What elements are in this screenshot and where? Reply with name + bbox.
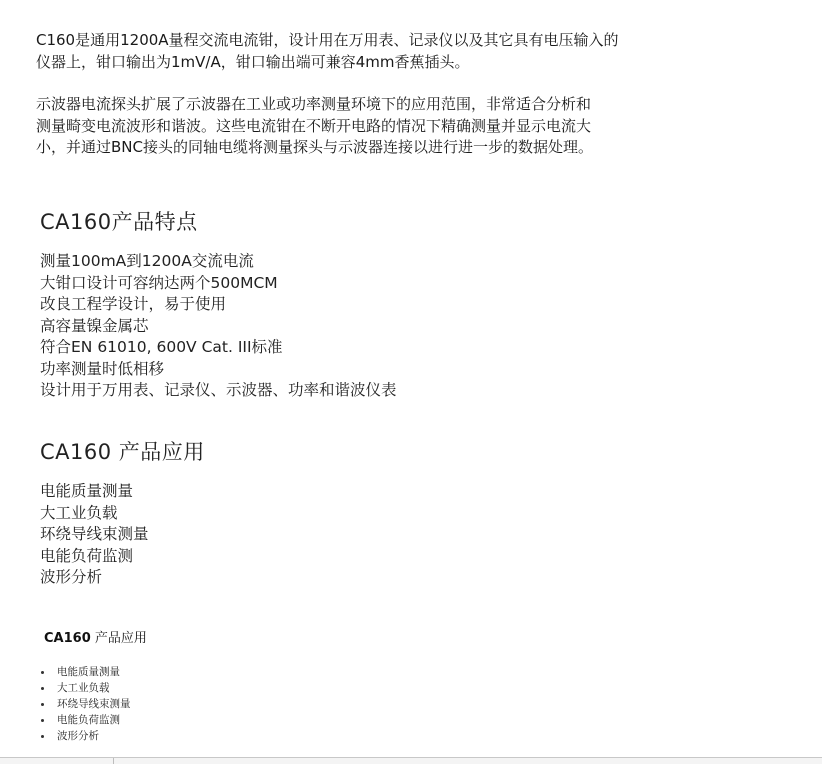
applications-title: CA160 产品应用 xyxy=(40,440,205,464)
applications-small-title-model: CA160 xyxy=(44,631,91,646)
feature-item: 大钳口设计可容纳达两个500MCM xyxy=(40,273,278,292)
application-item: 环绕导线束测量 xyxy=(40,525,149,543)
feature-item: 符合EN 61010, 600V Cat. III标准 xyxy=(40,338,283,356)
applications-small-list xyxy=(40,664,131,744)
application-item: 大工业负载 xyxy=(40,503,118,522)
intro-p1-line-2: 仪器上，钳口输出为1mV/A，钳口输出端可兼容4mm香蕉插头。 xyxy=(36,52,470,71)
bullet-list-item: 环绕导线束测量 xyxy=(40,696,131,712)
features-title: CA160产品特点 xyxy=(40,210,198,234)
feature-item: 高容量镍金属芯 xyxy=(40,316,149,335)
feature-item: 测量100mA到1200A交流电流 xyxy=(40,252,254,270)
application-item: 电能负荷监测 xyxy=(40,546,134,565)
feature-item: 改良工程学设计，易于使用 xyxy=(40,295,227,313)
bottom-divider-tick xyxy=(113,758,114,764)
intro-p1-line-1: C160是通用1200A量程交流电流钳，设计用在万用表、记录仪以及其它具有电压输入的 xyxy=(36,31,619,49)
bullet-list-item: 电能负荷监测 xyxy=(40,712,131,728)
bullet-list-item: 波形分析 xyxy=(40,728,131,744)
intro-p2-line-2: 测量畸变电流波形和谐波。这些电流钳在不断开电路的情况下精确测量并显示电流大 xyxy=(36,116,592,135)
intro-paragraph-2 xyxy=(36,94,736,159)
intro-paragraph-1 xyxy=(36,30,736,73)
applications-list xyxy=(40,481,149,589)
application-item: 电能质量测量 xyxy=(40,482,134,500)
application-item: 波形分析 xyxy=(40,568,103,586)
features-list xyxy=(40,251,397,402)
bullet-list-item: 大工业负载 xyxy=(40,680,131,696)
intro-p2-line-1: 示波器电流探头扩展了示波器在工业或功率测量环境下的应用范围，非常适合分析和 xyxy=(36,95,592,113)
applications-small-title xyxy=(44,630,147,648)
feature-item: 设计用于万用表、记录仪、示波器、功率和谐波仪表 xyxy=(40,381,397,399)
bullet-list-item: 电能质量测量 xyxy=(40,664,131,680)
intro-p2-line-3: 小，并通过BNC接头的同轴电缆将测量探头与示波器连接以进行进一步的数据处理。 xyxy=(36,138,593,156)
applications-small-title-text: 产品应用 xyxy=(90,631,147,646)
feature-item: 功率测量时低相移 xyxy=(40,359,165,378)
intro-text xyxy=(36,30,736,180)
